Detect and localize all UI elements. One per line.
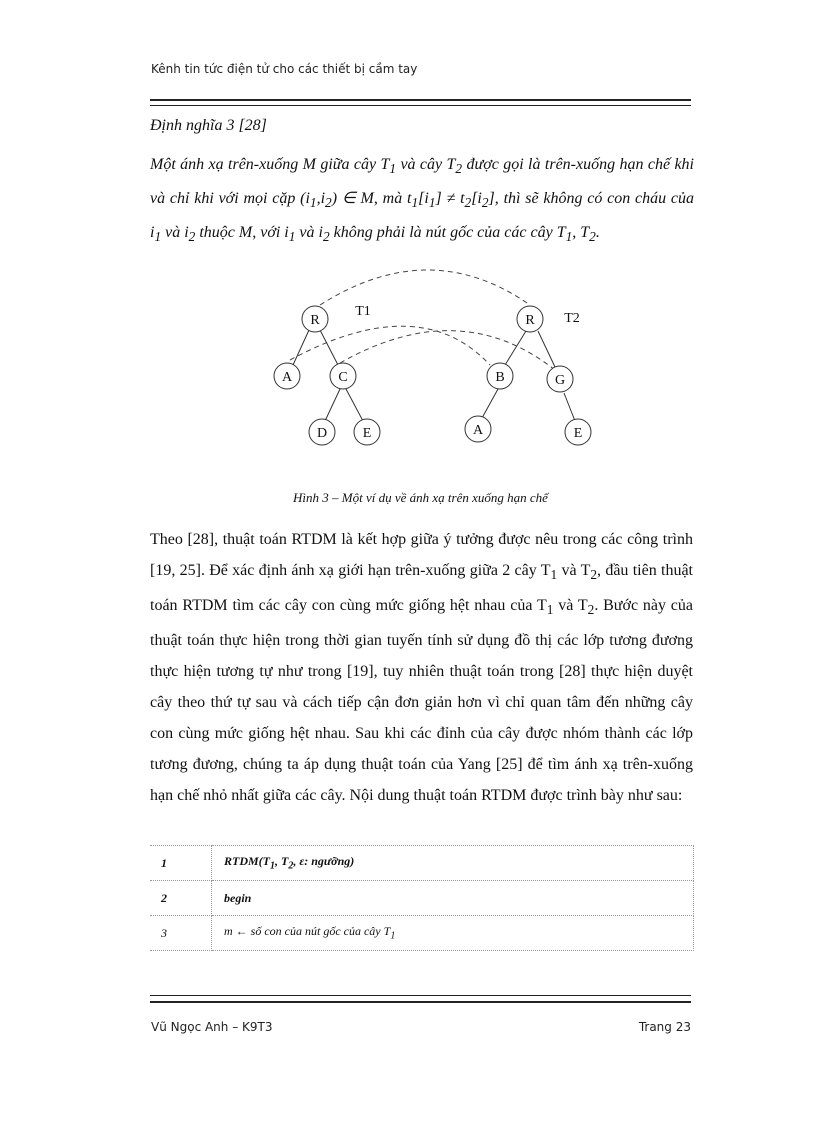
dashed-mappings <box>290 270 555 370</box>
algorithm-table <box>150 845 694 951</box>
algorithm-row <box>150 846 694 881</box>
footer-rule-bottom <box>150 1001 691 1003</box>
t1-e-label: E <box>362 426 372 441</box>
mapping-a-b <box>290 326 490 365</box>
footer-author: Vũ Ngọc Anh – K9T3 <box>151 1020 273 1034</box>
definition-title: Định nghĩa 3 [28] <box>150 117 267 134</box>
algorithm-row <box>150 916 694 951</box>
t2-e-label: E <box>573 426 583 441</box>
line-code: m ← số con của nút gốc của cây $T_1$ <box>212 916 694 951</box>
line-number: 2 <box>150 881 212 916</box>
mapping-root-root <box>320 270 530 305</box>
t1-a-label: A <box>281 370 293 385</box>
running-header: Kênh tin tức điện tử cho các thiết bị cầm tay <box>151 62 418 76</box>
t2-a-label: A <box>472 423 484 438</box>
line-code: $RTDM(T_1$, $T_2$, ε: ngưỡng) <box>212 846 694 881</box>
figure-caption: Hình 3 – Một ví dụ về ánh xạ trên xuống hạn chế <box>293 490 548 505</box>
t1-root-label: R <box>310 313 320 328</box>
tree1-label: T1 <box>355 304 371 319</box>
line-code: begin <box>212 881 694 916</box>
algorithm-row <box>150 881 694 916</box>
tree-mapping-figure <box>260 265 600 455</box>
header-rule-top <box>150 99 691 101</box>
line-number: 1 <box>150 846 212 881</box>
t1-d-label: D <box>316 426 328 441</box>
footer-rule-top <box>150 995 691 996</box>
definition-body: Một ánh xạ trên-xuống M giữa cây $T_1$ và cây $T_2$ được gọi là trên-xuống hạn chế khi và chỉ khi với mọi cặp $(i_1,i_2)$ ∈ M, mà $t_1[i_1] \ne t_2[i_2]$, thì sẽ không có con cháu của $i_1$ và $i_2$ thuộc M, với $i_1$ và $i_2$ không phải là nút gốc của các cây $T_1$, $T_2$. <box>150 156 695 245</box>
tree-mapping-diagram <box>260 265 600 455</box>
t2-g-label: G <box>554 373 566 388</box>
tree2-label: T2 <box>564 311 580 326</box>
footer-page-number: Trang 23 <box>638 1020 691 1034</box>
t2-b-label: B <box>495 370 505 385</box>
line-number: 3 <box>150 916 212 951</box>
body-paragraph: Theo [28], thuật toán RTDM là kết hợp giữa ý tưởng được nêu trong các công trình [19, 25]. Để xác định ánh xạ giới hạn trên-xuống giữa 2 cây $T_1$ và $T_2$, đầu tiên thuật toán RTDM tìm các cây con cùng mức giống hệt nhau của $T_1$ và $T_2$. Bước này của thuật toán thực hiện trong thời gian tuyến tính sử dụng đồ thị các lớp tương đương thực hiện tương tự như trong [19], tuy nhiên thuật toán trong [28] thực hiện duyệt cây theo thứ tự sau và cách tiếp cận đơn giản hơn vì chỉ quan tâm đến những cây con cùng mức giống hệt nhau. Sau khi các đỉnh của cây được nhóm thành các lớp tương đương, chúng ta áp dụng thuật toán của Yang [25] để tìm ánh xạ trên-xuống hạn chế nhỏ nhất giữa các cây. Nội dung thuật toán RTDM được trình bày như sau: <box>150 531 693 805</box>
tree-nodes <box>274 306 591 445</box>
header-rule-bottom <box>150 105 691 106</box>
t1-c-label: C <box>338 370 348 385</box>
t2-root-label: R <box>525 313 535 328</box>
